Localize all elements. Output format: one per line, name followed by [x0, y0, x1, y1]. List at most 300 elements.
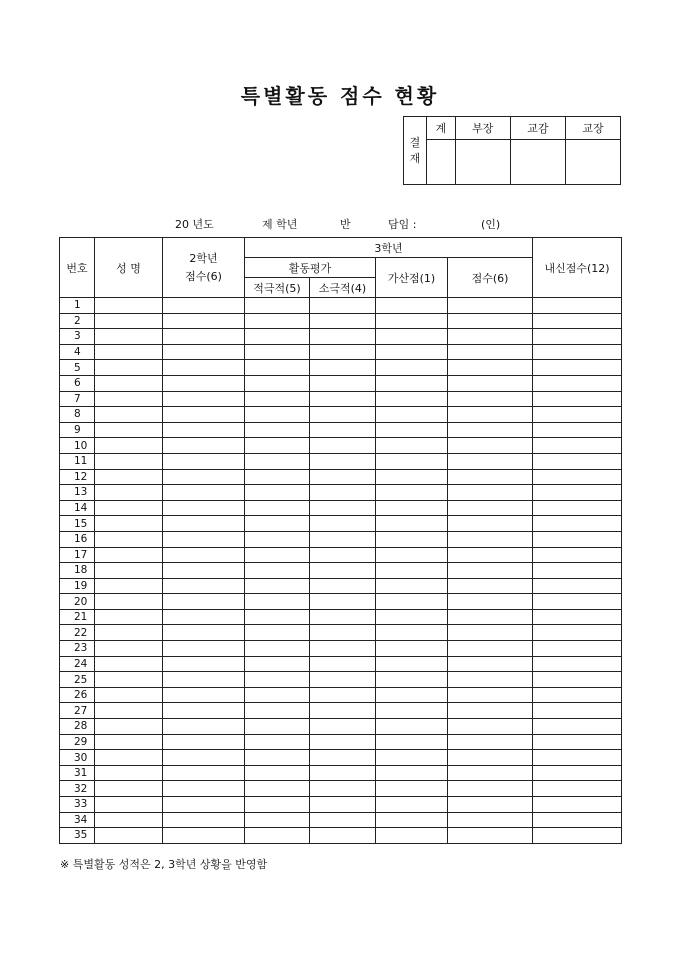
score-cell[interactable]	[448, 391, 533, 407]
table-row	[60, 703, 622, 719]
score-cell[interactable]	[376, 298, 448, 314]
score-cell[interactable]	[533, 765, 622, 781]
row-number: 24	[60, 656, 95, 672]
table-row	[60, 329, 622, 345]
table-row	[60, 812, 622, 828]
score-cell[interactable]	[163, 812, 245, 828]
table-row	[60, 656, 622, 672]
score-cell[interactable]	[163, 422, 245, 438]
score-cell[interactable]	[376, 750, 448, 766]
score-cell[interactable]	[448, 531, 533, 547]
approval-sign-4[interactable]	[565, 140, 620, 185]
score-cell[interactable]	[95, 828, 163, 844]
score-cell[interactable]	[533, 329, 622, 345]
score-cell[interactable]	[533, 360, 622, 376]
score-cell[interactable]	[95, 516, 163, 532]
score-cell[interactable]	[163, 485, 245, 501]
score-cell[interactable]	[163, 625, 245, 641]
score-cell[interactable]	[95, 750, 163, 766]
score-cell[interactable]	[310, 687, 376, 703]
score-cell[interactable]	[448, 625, 533, 641]
score-cell[interactable]	[310, 734, 376, 750]
header-name: 성 명	[95, 238, 163, 298]
score-cell[interactable]	[245, 516, 310, 532]
score-cell[interactable]	[376, 656, 448, 672]
score-cell[interactable]	[245, 547, 310, 563]
score-cell[interactable]	[95, 687, 163, 703]
score-cell[interactable]	[95, 407, 163, 423]
score-cell[interactable]	[95, 578, 163, 594]
score-cell[interactable]	[163, 734, 245, 750]
score-cell[interactable]	[163, 547, 245, 563]
score-cell[interactable]	[376, 344, 448, 360]
score-cell[interactable]	[448, 641, 533, 657]
score-cell[interactable]	[245, 594, 310, 610]
score-cell[interactable]	[310, 765, 376, 781]
score-cell[interactable]	[95, 797, 163, 813]
score-cell[interactable]	[245, 750, 310, 766]
table-row	[60, 375, 622, 391]
score-cell[interactable]	[245, 453, 310, 469]
score-cell[interactable]	[376, 765, 448, 781]
score-cell[interactable]	[95, 641, 163, 657]
score-cell[interactable]	[310, 797, 376, 813]
row-number: 4	[60, 344, 95, 360]
table-row	[60, 750, 622, 766]
score-cell[interactable]	[376, 734, 448, 750]
table-row	[60, 391, 622, 407]
approval-sign-3[interactable]	[510, 140, 565, 185]
score-cell[interactable]	[533, 734, 622, 750]
score-cell[interactable]	[95, 344, 163, 360]
score-cell[interactable]	[310, 547, 376, 563]
score-cell[interactable]	[95, 765, 163, 781]
score-cell[interactable]	[95, 469, 163, 485]
score-cell[interactable]	[448, 828, 533, 844]
score-cell[interactable]	[533, 563, 622, 579]
score-cell[interactable]	[310, 485, 376, 501]
score-cell[interactable]	[448, 609, 533, 625]
score-cell[interactable]	[533, 703, 622, 719]
table-row	[60, 734, 622, 750]
score-cell[interactable]	[533, 641, 622, 657]
table-row	[60, 641, 622, 657]
score-cell[interactable]	[533, 453, 622, 469]
info-seal: (인)	[481, 218, 501, 231]
score-cell[interactable]	[448, 594, 533, 610]
score-cell[interactable]	[376, 687, 448, 703]
table-row	[60, 765, 622, 781]
score-cell[interactable]	[533, 313, 622, 329]
score-cell[interactable]	[95, 329, 163, 345]
row-number: 22	[60, 625, 95, 641]
score-cell[interactable]	[310, 578, 376, 594]
header-passive: 소극적(4)	[310, 278, 376, 298]
score-cell[interactable]	[448, 344, 533, 360]
score-cell[interactable]	[245, 672, 310, 688]
score-cell[interactable]	[95, 594, 163, 610]
score-cell[interactable]	[310, 594, 376, 610]
score-cell[interactable]	[448, 687, 533, 703]
score-cell[interactable]	[533, 391, 622, 407]
score-cell[interactable]	[533, 407, 622, 423]
score-cell[interactable]	[533, 812, 622, 828]
score-cell[interactable]	[95, 298, 163, 314]
score-cell[interactable]	[245, 500, 310, 516]
score-cell[interactable]	[448, 656, 533, 672]
score-cell[interactable]	[245, 687, 310, 703]
score-cell[interactable]	[448, 563, 533, 579]
row-number: 26	[60, 687, 95, 703]
row-number: 19	[60, 578, 95, 594]
score-cell[interactable]	[533, 547, 622, 563]
table-row	[60, 360, 622, 376]
approval-col-4: 교장	[565, 117, 620, 140]
score-cell[interactable]	[95, 719, 163, 735]
score-cell[interactable]	[448, 485, 533, 501]
row-number: 8	[60, 407, 95, 423]
score-cell[interactable]	[310, 344, 376, 360]
score-cell[interactable]	[533, 828, 622, 844]
score-cell[interactable]	[245, 313, 310, 329]
score-cell[interactable]	[376, 453, 448, 469]
score-cell[interactable]	[310, 516, 376, 532]
score-cell[interactable]	[245, 641, 310, 657]
score-cell[interactable]	[245, 531, 310, 547]
row-number: 17	[60, 547, 95, 563]
score-cell[interactable]	[310, 750, 376, 766]
score-cell[interactable]	[95, 625, 163, 641]
approval-sign-2[interactable]	[455, 140, 510, 185]
score-cell[interactable]	[95, 547, 163, 563]
score-cell[interactable]	[163, 672, 245, 688]
score-cell[interactable]	[310, 609, 376, 625]
score-cell[interactable]	[533, 578, 622, 594]
score-cell[interactable]	[448, 453, 533, 469]
score-cell[interactable]	[448, 438, 533, 454]
score-cell[interactable]	[533, 438, 622, 454]
score-cell[interactable]	[310, 298, 376, 314]
score-cell[interactable]	[448, 500, 533, 516]
score-cell[interactable]	[310, 656, 376, 672]
score-cell[interactable]	[163, 531, 245, 547]
score-cell[interactable]	[448, 750, 533, 766]
score-cell[interactable]	[163, 594, 245, 610]
score-cell[interactable]	[310, 703, 376, 719]
score-cell[interactable]	[310, 781, 376, 797]
score-cell[interactable]	[376, 329, 448, 345]
score-cell[interactable]	[95, 531, 163, 547]
score-cell[interactable]	[310, 719, 376, 735]
score-cell[interactable]	[310, 313, 376, 329]
score-cell[interactable]	[163, 469, 245, 485]
table-row	[60, 797, 622, 813]
score-cell[interactable]	[448, 734, 533, 750]
score-cell[interactable]	[533, 500, 622, 516]
score-cell[interactable]	[245, 734, 310, 750]
row-number: 31	[60, 765, 95, 781]
score-cell[interactable]	[448, 781, 533, 797]
score-cell[interactable]	[95, 703, 163, 719]
score-cell[interactable]	[163, 407, 245, 423]
score-cell[interactable]	[448, 375, 533, 391]
score-cell[interactable]	[310, 641, 376, 657]
score-cell[interactable]	[376, 812, 448, 828]
score-cell[interactable]	[245, 485, 310, 501]
score-cell[interactable]	[245, 563, 310, 579]
score-cell[interactable]	[376, 563, 448, 579]
score-cell[interactable]	[533, 485, 622, 501]
score-cell[interactable]	[95, 563, 163, 579]
score-cell[interactable]	[163, 765, 245, 781]
score-cell[interactable]	[376, 547, 448, 563]
score-cell[interactable]	[163, 656, 245, 672]
score-cell[interactable]	[245, 375, 310, 391]
score-cell[interactable]	[95, 672, 163, 688]
score-cell[interactable]	[310, 531, 376, 547]
score-cell[interactable]	[376, 469, 448, 485]
score-cell[interactable]	[95, 609, 163, 625]
score-cell[interactable]	[376, 609, 448, 625]
score-cell[interactable]	[448, 422, 533, 438]
score-cell[interactable]	[163, 344, 245, 360]
score-cell[interactable]	[533, 750, 622, 766]
score-cell[interactable]	[448, 719, 533, 735]
score-cell[interactable]	[448, 360, 533, 376]
table-row	[60, 438, 622, 454]
row-number: 1	[60, 298, 95, 314]
score-cell[interactable]	[533, 422, 622, 438]
score-cell[interactable]	[163, 609, 245, 625]
header-active: 적극적(5)	[245, 278, 310, 298]
score-cell[interactable]	[448, 578, 533, 594]
score-cell[interactable]	[533, 625, 622, 641]
score-cell[interactable]	[533, 672, 622, 688]
score-cell[interactable]	[376, 828, 448, 844]
score-cell[interactable]	[245, 609, 310, 625]
row-number: 7	[60, 391, 95, 407]
score-cell[interactable]	[245, 656, 310, 672]
score-cell[interactable]	[95, 812, 163, 828]
score-cell[interactable]	[310, 438, 376, 454]
score-cell[interactable]	[448, 469, 533, 485]
table-row	[60, 719, 622, 735]
score-cell[interactable]	[245, 344, 310, 360]
score-cell[interactable]	[533, 687, 622, 703]
score-cell[interactable]	[163, 329, 245, 345]
score-cell[interactable]	[310, 828, 376, 844]
row-number: 33	[60, 797, 95, 813]
score-cell[interactable]	[448, 547, 533, 563]
score-cell[interactable]	[376, 375, 448, 391]
score-cell[interactable]	[376, 719, 448, 735]
score-cell[interactable]	[163, 578, 245, 594]
table-row	[60, 687, 622, 703]
score-cell[interactable]	[533, 516, 622, 532]
score-cell[interactable]	[163, 687, 245, 703]
score-cell[interactable]	[376, 438, 448, 454]
score-cell[interactable]	[376, 703, 448, 719]
score-cell[interactable]	[163, 828, 245, 844]
score-cell[interactable]	[95, 453, 163, 469]
row-number: 35	[60, 828, 95, 844]
score-cell[interactable]	[310, 391, 376, 407]
score-cell[interactable]	[310, 812, 376, 828]
score-cell[interactable]	[448, 797, 533, 813]
score-cell[interactable]	[245, 469, 310, 485]
score-cell[interactable]	[310, 329, 376, 345]
score-cell[interactable]	[376, 531, 448, 547]
score-cell[interactable]	[95, 485, 163, 501]
score-cell[interactable]	[245, 719, 310, 735]
score-cell[interactable]	[95, 781, 163, 797]
score-cell[interactable]	[310, 360, 376, 376]
score-cell[interactable]	[376, 313, 448, 329]
score-cell[interactable]	[163, 453, 245, 469]
score-cell[interactable]	[163, 641, 245, 657]
score-cell[interactable]	[376, 516, 448, 532]
score-cell[interactable]	[245, 407, 310, 423]
score-cell[interactable]	[95, 656, 163, 672]
score-cell[interactable]	[245, 360, 310, 376]
score-cell[interactable]	[163, 750, 245, 766]
row-number: 25	[60, 672, 95, 688]
score-cell[interactable]	[95, 375, 163, 391]
score-cell[interactable]	[95, 438, 163, 454]
score-cell[interactable]	[245, 703, 310, 719]
score-cell[interactable]	[310, 453, 376, 469]
score-cell[interactable]	[376, 781, 448, 797]
score-cell[interactable]	[376, 594, 448, 610]
row-number: 3	[60, 329, 95, 345]
table-row	[60, 625, 622, 641]
score-cell[interactable]	[376, 391, 448, 407]
table-row	[60, 672, 622, 688]
info-grade: 제 학년	[262, 218, 298, 231]
score-cell[interactable]	[310, 407, 376, 423]
score-cell[interactable]	[163, 703, 245, 719]
score-cell[interactable]	[163, 719, 245, 735]
score-cell[interactable]	[245, 828, 310, 844]
score-cell[interactable]	[95, 360, 163, 376]
score-cell[interactable]	[163, 781, 245, 797]
score-cell[interactable]	[163, 438, 245, 454]
row-number: 16	[60, 531, 95, 547]
score-cell[interactable]	[533, 609, 622, 625]
score-cell[interactable]	[245, 422, 310, 438]
row-number: 21	[60, 609, 95, 625]
score-cell[interactable]	[245, 781, 310, 797]
table-row	[60, 563, 622, 579]
score-cell[interactable]	[163, 313, 245, 329]
score-cell[interactable]	[163, 500, 245, 516]
row-number: 14	[60, 500, 95, 516]
score-cell[interactable]	[448, 298, 533, 314]
score-cell[interactable]	[533, 531, 622, 547]
score-cell[interactable]	[376, 797, 448, 813]
score-cell[interactable]	[376, 500, 448, 516]
table-row	[60, 828, 622, 844]
score-cell[interactable]	[245, 298, 310, 314]
score-cell[interactable]	[376, 360, 448, 376]
approval-box	[403, 116, 621, 185]
score-cell[interactable]	[310, 563, 376, 579]
score-cell[interactable]	[448, 672, 533, 688]
score-cell[interactable]	[95, 500, 163, 516]
score-cell[interactable]	[245, 765, 310, 781]
table-row	[60, 547, 622, 563]
score-cell[interactable]	[163, 375, 245, 391]
approval-sign-1[interactable]	[427, 140, 456, 185]
score-cell[interactable]	[245, 812, 310, 828]
class-info-line	[0, 216, 680, 230]
score-cell[interactable]	[310, 469, 376, 485]
score-cell[interactable]	[245, 438, 310, 454]
score-cell[interactable]	[533, 656, 622, 672]
score-cell[interactable]	[310, 500, 376, 516]
score-cell[interactable]	[376, 407, 448, 423]
approval-label	[404, 117, 427, 185]
score-cell[interactable]	[448, 516, 533, 532]
score-cell[interactable]	[533, 375, 622, 391]
score-cell[interactable]	[533, 298, 622, 314]
score-cell[interactable]	[310, 375, 376, 391]
score-cell[interactable]	[376, 625, 448, 641]
score-cell[interactable]	[163, 797, 245, 813]
score-cell[interactable]	[310, 422, 376, 438]
score-cell[interactable]	[376, 641, 448, 657]
score-cell[interactable]	[163, 563, 245, 579]
score-cell[interactable]	[376, 672, 448, 688]
table-row	[60, 500, 622, 516]
score-cell[interactable]	[376, 485, 448, 501]
score-cell[interactable]	[533, 781, 622, 797]
score-cell[interactable]	[163, 298, 245, 314]
page-title: 특별활동 점수 현황	[240, 84, 440, 108]
header-number: 번호	[60, 238, 95, 298]
score-cell[interactable]	[245, 625, 310, 641]
score-cell[interactable]	[448, 407, 533, 423]
score-cell[interactable]	[448, 765, 533, 781]
score-cell[interactable]	[448, 812, 533, 828]
score-cell[interactable]	[376, 578, 448, 594]
score-cell[interactable]	[245, 329, 310, 345]
score-cell[interactable]	[533, 594, 622, 610]
score-cell[interactable]	[448, 329, 533, 345]
score-cell[interactable]	[95, 313, 163, 329]
header-bonus: 가산점(1)	[376, 258, 448, 298]
score-cell[interactable]	[448, 703, 533, 719]
score-cell[interactable]	[245, 578, 310, 594]
score-cell[interactable]	[533, 344, 622, 360]
score-cell[interactable]	[533, 469, 622, 485]
score-cell[interactable]	[95, 422, 163, 438]
score-cell[interactable]	[245, 797, 310, 813]
score-cell[interactable]	[163, 360, 245, 376]
score-cell[interactable]	[310, 672, 376, 688]
score-cell[interactable]	[163, 516, 245, 532]
score-cell[interactable]	[310, 625, 376, 641]
score-cell[interactable]	[533, 719, 622, 735]
score-cell[interactable]	[245, 391, 310, 407]
score-cell[interactable]	[95, 391, 163, 407]
score-cell[interactable]	[163, 391, 245, 407]
approval-col-1: 계	[427, 117, 456, 140]
score-cell[interactable]	[533, 797, 622, 813]
score-cell[interactable]	[376, 422, 448, 438]
score-cell[interactable]	[448, 313, 533, 329]
score-cell[interactable]	[95, 734, 163, 750]
